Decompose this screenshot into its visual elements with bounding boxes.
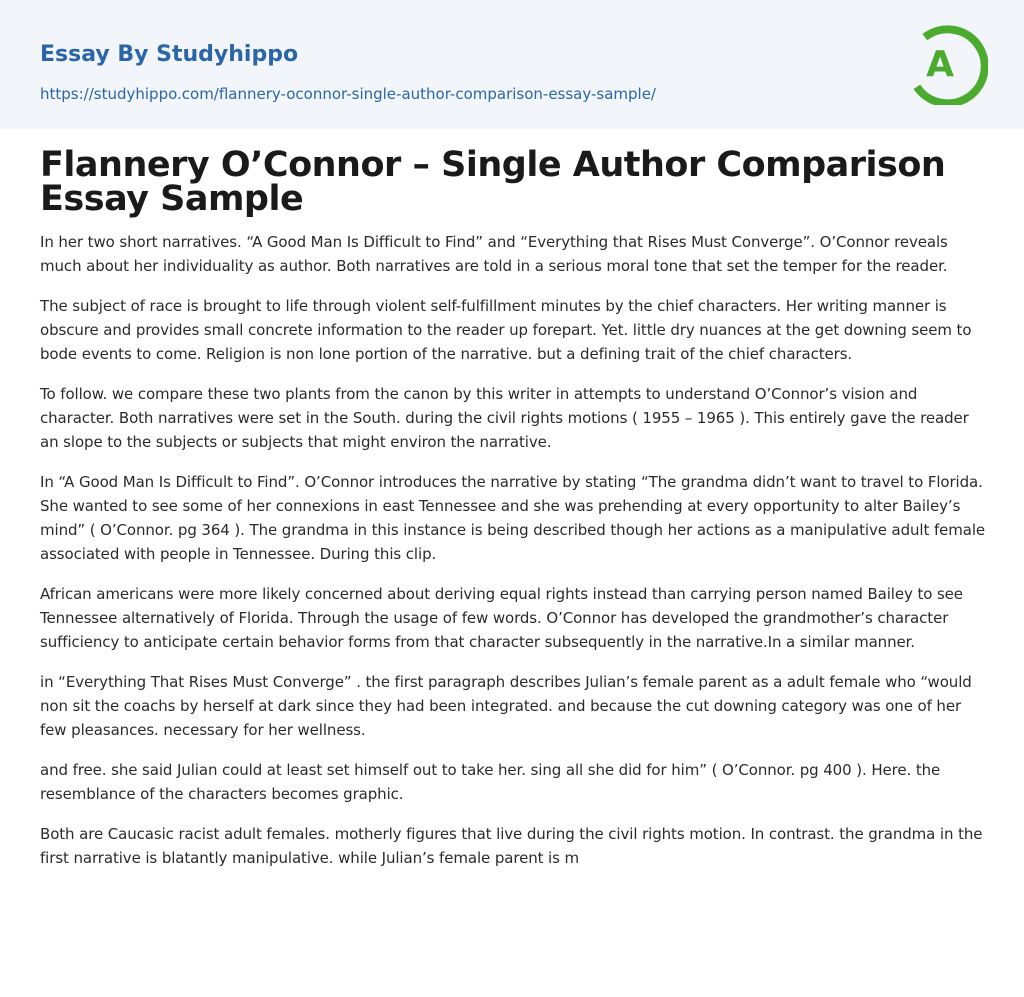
page-title: Flannery O’Connor – Single Author Comparison Essay Sample xyxy=(40,145,946,219)
article-paragraph: Both are Caucasic racist adult females. motherly figures that live during the civil rights motion. In contrast. the grandma in the first narrative is blatantly manipulative. while Julian’s female parent is m xyxy=(40,825,983,867)
article-paragraph: African americans were more likely concerned about deriving equal rights instead than carrying person named Bailey to see Tennessee alternatively of Florida. Through the usage of few words. O’Connor has developed the grandmother’s character sufficiency to anticipate certain behavior forms from that character subsequently in the narrative.In a similar manner. xyxy=(40,585,963,651)
article-paragraph: and free. she said Julian could at least set himself out to take her. sing all she did for him” ( O’Connor. pg 400 ). Here. the resemblance of the characters becomes graphic. xyxy=(40,761,941,803)
logo-letter: A xyxy=(926,44,954,85)
article-paragraph: The subject of race is brought to life through violent self-fulfillment minutes by the chief characters. Her writing manner is obscure and provides small concrete information to the reader up forepart. Yet. little dry nuances at the get downing seem to bode events to come. Religion is non lone portion of the narrative. but a defining trait of the chief characters. xyxy=(40,297,972,363)
article xyxy=(40,145,988,870)
article-paragraph: In “A Good Man Is Difficult to Find”. O’Connor introduces the narrative by stating “The grandma didn’t want to travel to Florida. She wanted to see some of her connexions in east Tennessee and she was prehending at every opportunity to alter Bailey’s mind” ( O’Connor. pg 364 ). The grandma in this instance is being described though her actions as a manipulative adult female associated with people in Tennessee. During this clip. xyxy=(40,473,986,563)
article-paragraph: in “Everything That Rises Must Converge” . the first paragraph describes Julian’s female parent as a adult female who “would non sit the coachs by herself at dark since they had been integrated. and because the cut downing category was one of her few pleasances. necessary for her wellness. xyxy=(40,673,972,739)
article-paragraph: In her two short narratives. “A Good Man Is Difficult to Find” and “Everything that Rises Must Converge”. O’Connor reveals much about her individuality as author. Both narratives are told in a serious moral tone that set the temper for the reader. xyxy=(40,233,948,275)
source-url-link[interactable]: https://studyhippo.com/flannery-oconnor-single-author-comparison-essay-sample/ xyxy=(40,85,656,103)
studyhippo-logo-icon[interactable] xyxy=(912,19,988,105)
site-title[interactable]: Essay By Studyhippo xyxy=(40,42,299,67)
site-header xyxy=(0,0,1024,129)
article-paragraph: To follow. we compare these two plants from the canon by this writer in attempts to understand O’Connor’s vision and character. Both narratives were set in the South. during the civil rights motions ( 1955 – 1965 ). This entirely gave the reader an slope to the subjects or subjects that might environ the narrative. xyxy=(40,385,969,451)
